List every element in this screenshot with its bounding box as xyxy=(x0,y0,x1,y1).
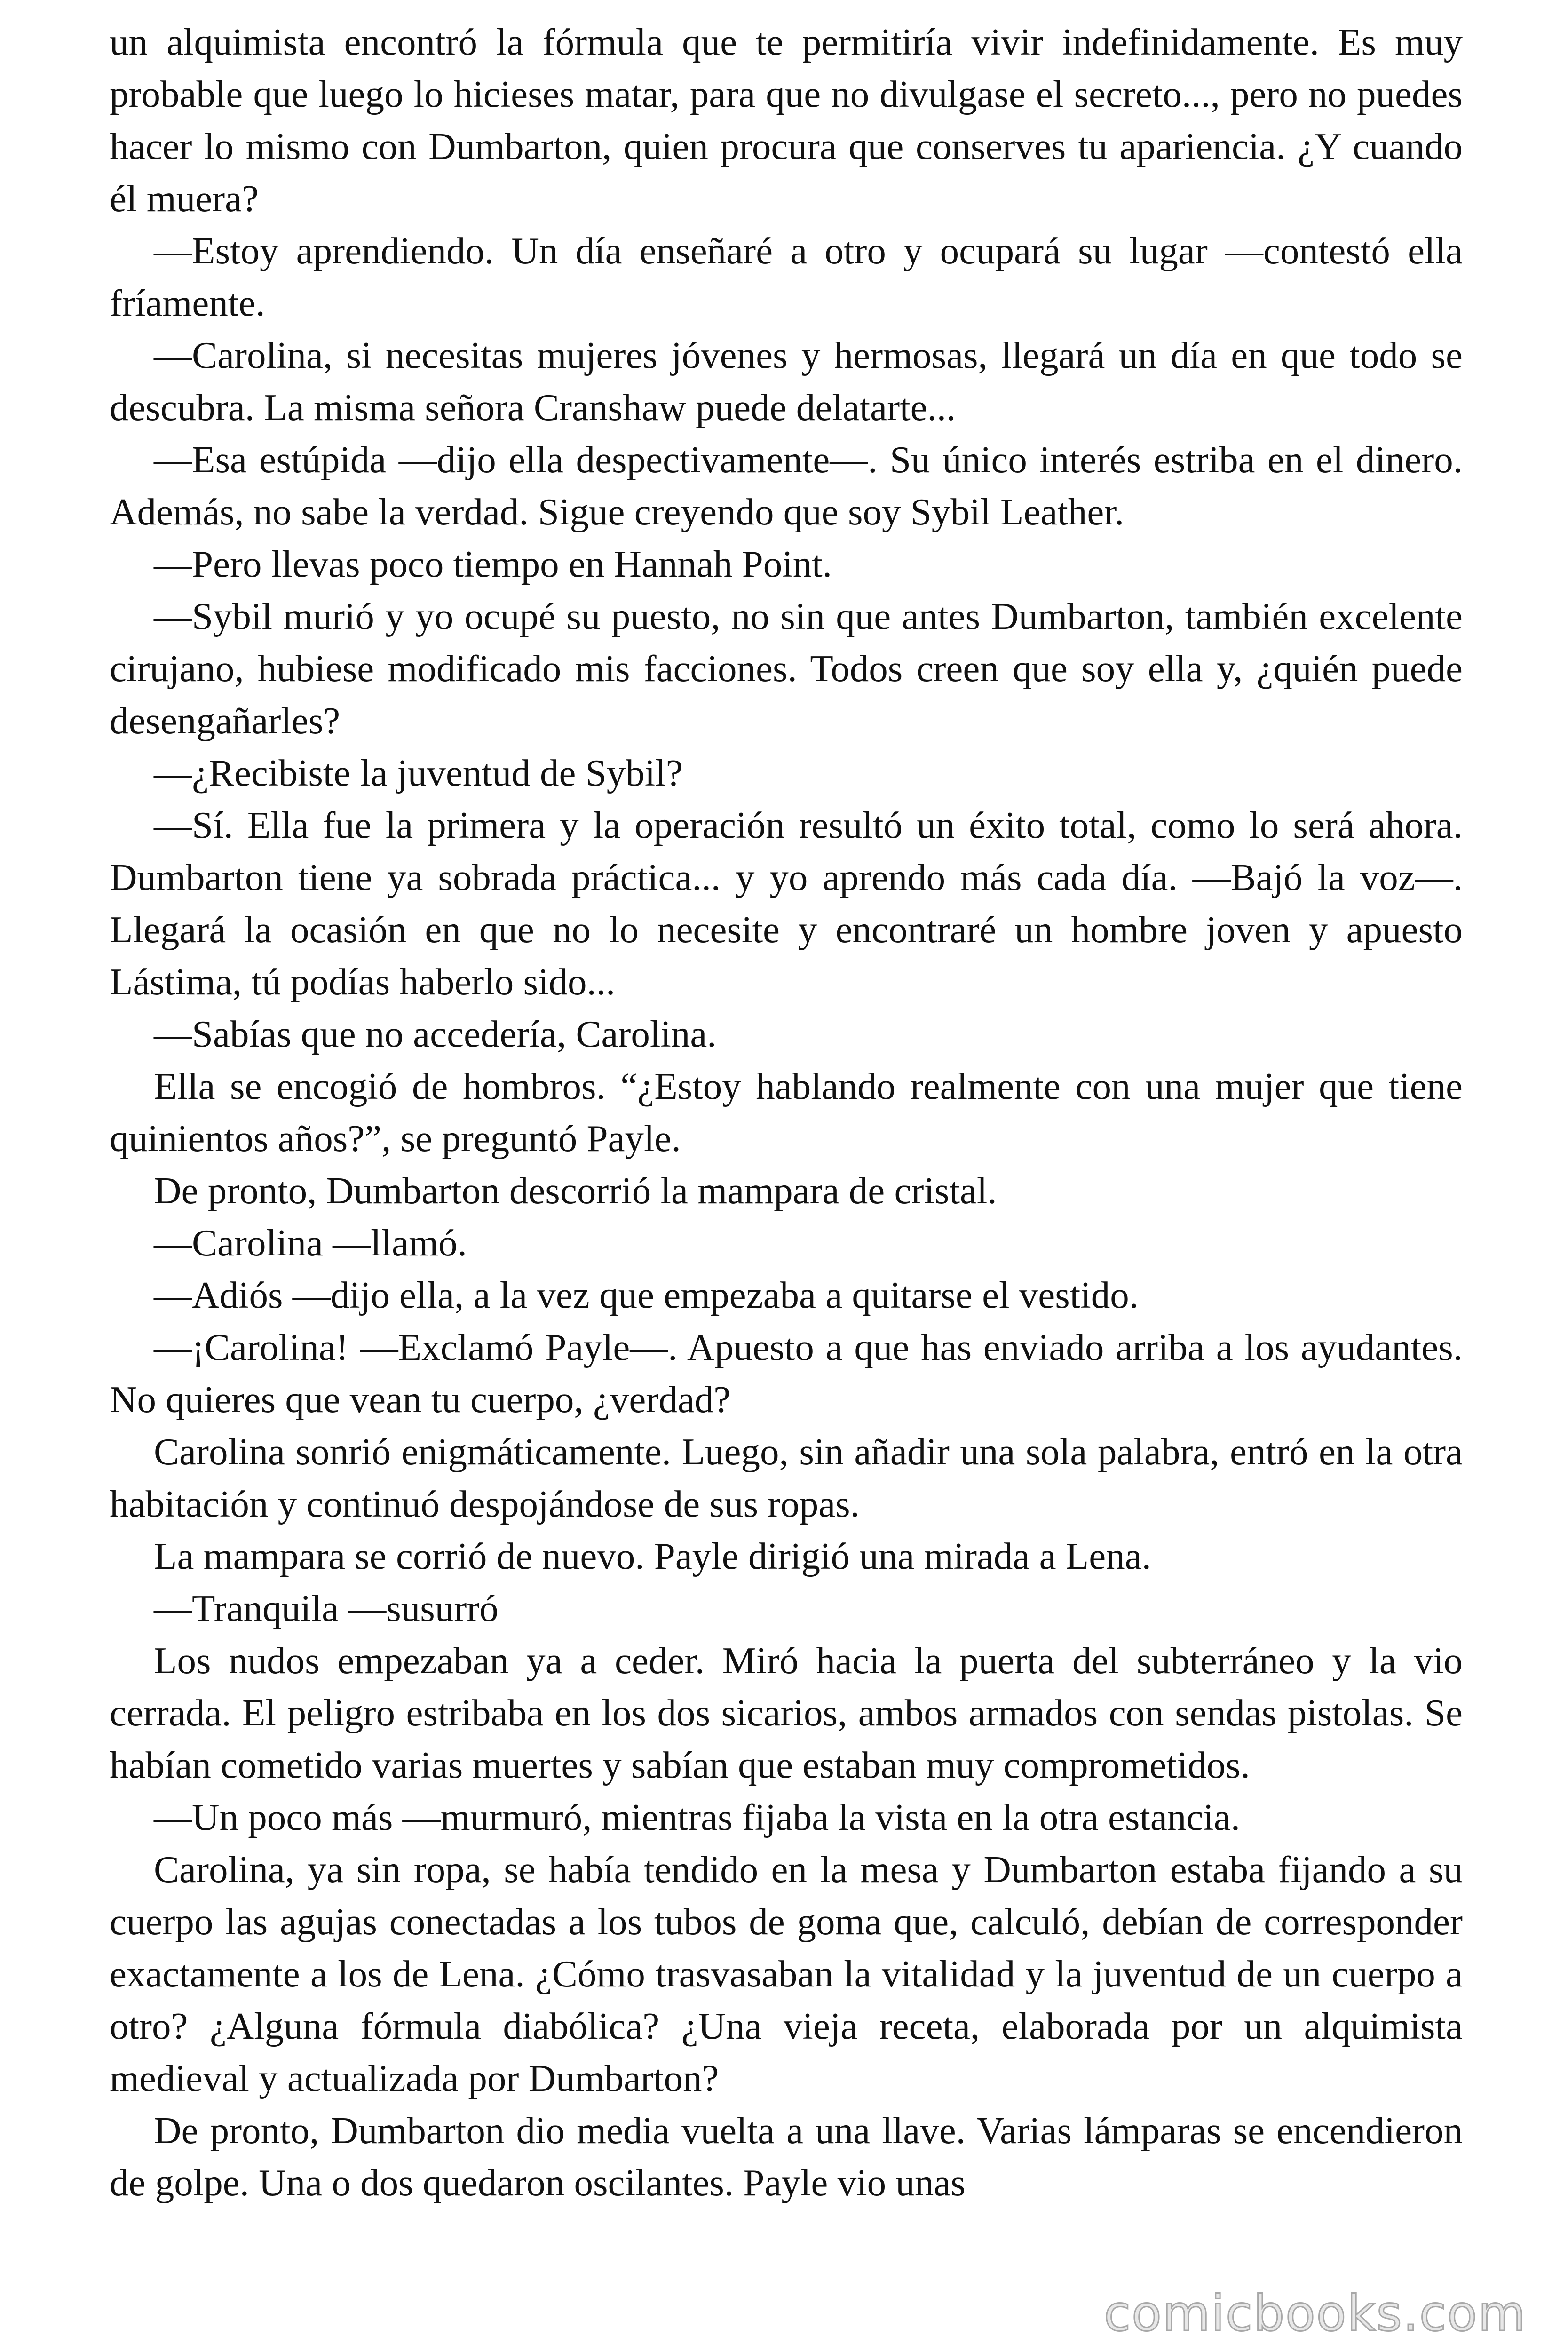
paragraph: La mampara se corrió de nuevo. Payle dirigió una mirada a Lena. xyxy=(154,1535,1151,1577)
paragraph: —Carolina —llamó. xyxy=(154,1222,467,1264)
paragraph: un alquimista encontró la fórmula que te permitiría vivir indefinidamente. Es muy probable que luego lo hicieses matar, para que no divulgase el secreto..., pero no puedes hacer lo mismo con Dumbarton, quien procura que conserves tu apariencia. ¿Y cuando él muera? xyxy=(110,21,1463,220)
paragraph: —Estoy aprendiendo. Un día enseñaré a otro y ocupará su lugar —contestó ella fríamente. xyxy=(110,230,1463,324)
paragraph: —Un poco más —murmuró, mientras fijaba la vista en la otra estancia. xyxy=(154,1796,1241,1838)
paragraph: —Sybil murió y yo ocupé su puesto, no sin que antes Dumbarton, también excelente cirujano, hubiese modificado mis facciones. Todos creen que soy ella y, ¿quién puede desengañarles? xyxy=(110,595,1463,742)
paragraph: —Tranquila —susurró xyxy=(154,1587,499,1629)
watermark: comicbooks.com xyxy=(1103,2285,1527,2342)
paragraph: —Esa estúpida —dijo ella despectivamente—. Su único interés estriba en el dinero. Además, no sabe la verdad. Sigue creyendo que soy Sybil Leather. xyxy=(110,438,1463,533)
paragraph: —¡Carolina! —Exclamó Payle—. Apuesto a que has enviado arriba a los ayudantes. No quieres que vean tu cuerpo, ¿verdad? xyxy=(110,1326,1463,1421)
paragraph: Los nudos empezaban ya a ceder. Miró hacia la puerta del subterráneo y la vio cerrada. El peligro estribaba en los dos sicarios, ambos armados con sendas pistolas. Se habían cometido varias muertes y sabían que estaban muy comprometidos. xyxy=(110,1639,1463,1786)
body-text xyxy=(110,16,1463,2209)
paragraph: —Sí. Ella fue la primera y la operación resultó un éxito total, como lo será ahora. Dumbarton tiene ya sobrada práctica... y yo aprendo más cada día. —Bajó la voz—. Llegará la ocasión en que no lo necesite y encontraré un hombre joven y apuesto Lástima, tú podías haberlo sido... xyxy=(110,804,1463,1003)
paragraph: —¿Recibiste la juventud de Sybil? xyxy=(154,752,683,794)
paragraph: Ella se encogió de hombros. “¿Estoy hablando realmente con una mujer que tiene quinientos años?”, se preguntó Payle. xyxy=(110,1065,1463,1160)
paragraph: —Pero llevas poco tiempo en Hannah Point. xyxy=(154,543,832,585)
paragraph: Carolina, ya sin ropa, se había tendido en la mesa y Dumbarton estaba fijando a su cuerpo las agujas conectadas a los tubos de goma que, calculó, debían de corresponder exactamente a los de Lena. ¿Cómo trasvasaban la vitalidad y la juventud de un cuerpo a otro? ¿Alguna fórmula diabólica? ¿Una vieja receta, elaborada por un alquimista medieval y actualizada por Dumbarton? xyxy=(110,1848,1463,2099)
paragraph: Carolina sonrió enigmáticamente. Luego, sin añadir una sola palabra, entró en la otra habitación y continuó despojándose de sus ropas. xyxy=(110,1430,1463,1525)
paragraph: —Carolina, si necesitas mujeres jóvenes y hermosas, llegará un día en que todo se descubra. La misma señora Cranshaw puede delatarte... xyxy=(110,334,1463,429)
paragraph: De pronto, Dumbarton descorrió la mampara de cristal. xyxy=(154,1169,997,1212)
paragraph: De pronto, Dumbarton dio media vuelta a una llave. Varias lámparas se encendieron de golpe. Una o dos quedaron oscilantes. Payle vio unas xyxy=(110,2109,1463,2204)
paragraph: —Adiós —dijo ella, a la vez que empezaba a quitarse el vestido. xyxy=(154,1274,1139,1316)
paragraph: —Sabías que no accedería, Carolina. xyxy=(154,1013,717,1055)
